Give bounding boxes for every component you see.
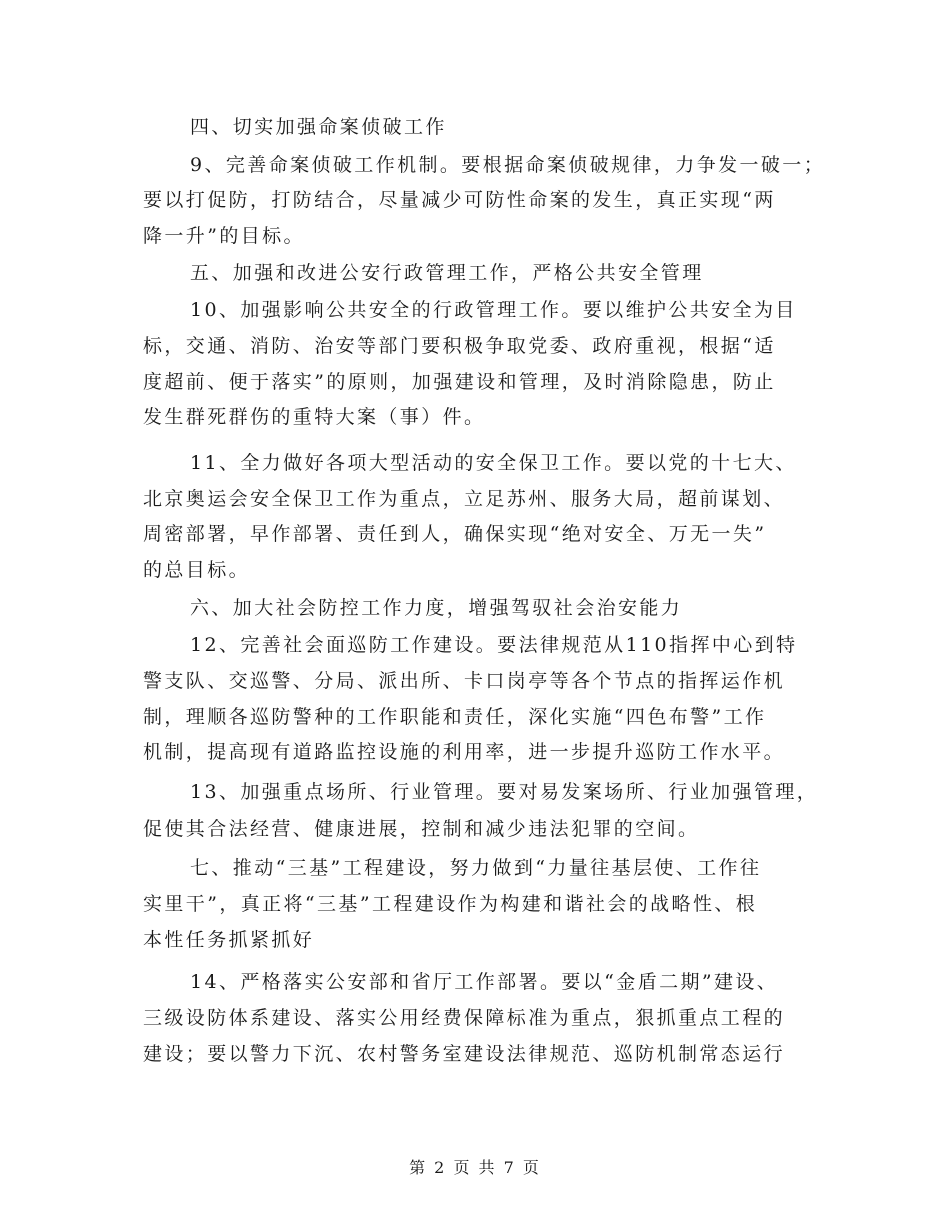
paragraph-13-line-1: 13、加强重点场所、行业管理。要对易发案场所、行业加强管理， xyxy=(190,781,819,803)
paragraph-11-line-3: 周密部署，早作部署、责任到人，确保实现“绝对安全、万无一失” xyxy=(143,523,767,545)
paragraph-10-line-4: 发生群死群伤的重特大案（事）件。 xyxy=(143,406,486,428)
paragraph-14-line-2: 三级设防体系建设、落实公用经费保障标准为重点，狠抓重点工程的 xyxy=(143,1007,786,1029)
paragraph-9-line-2: 要以打促防，打防结合，尽量减少可防性命案的发生，真正实现“两 xyxy=(143,189,776,211)
paragraph-14-line-3: 建设；要以警力下沉、农村警务室建设法律规范、巡防机制常态运行 xyxy=(143,1043,786,1065)
paragraph-12-line-3: 制，理顺各巡防警种的工作职能和责任，深化实施“四色布警”工作 xyxy=(143,706,767,728)
heading-section-4: 四、切实加强命案侦破工作 xyxy=(190,116,447,138)
paragraph-11-line-2: 北京奥运会安全保卫工作为重点，立足苏州、服务大局，超前谋划、 xyxy=(143,488,786,510)
paragraph-10-line-3: 度超前、便于落实”的原则，加强建设和管理，及时消除隐患，防止 xyxy=(143,371,776,393)
paragraph-9-line-3: 降一升”的目标。 xyxy=(143,225,305,247)
heading-section-7-line-3: 本性任务抓紧抓好 xyxy=(143,929,315,951)
heading-section-6: 六、加大社会防控工作力度，增强驾驭社会治安能力 xyxy=(190,597,683,619)
paragraph-9-line-1: 9、完善命案侦破工作机制。要根据命案侦破规律，力争发一破一； xyxy=(190,154,826,176)
heading-section-5: 五、加强和改进公安行政管理工作，严格公共安全管理 xyxy=(190,262,704,284)
paragraph-12-line-2: 警支队、交巡警、分局、派出所、卡口岗亭等各个节点的指挥运作机 xyxy=(143,670,786,692)
paragraph-10-line-1: 10、加强影响公共安全的行政管理工作。要以维护公共安全为目 xyxy=(190,299,797,321)
paragraph-12-line-4: 机制，提高现有道路监控设施的利用率，进一步提升巡防工作水平。 xyxy=(143,741,786,763)
paragraph-14-line-1: 14、严格落实公安部和省厅工作部署。要以“金盾二期”建设、 xyxy=(190,971,779,993)
paragraph-13-line-2: 促使其合法经营、健康进展，控制和减少违法犯罪的空间。 xyxy=(143,818,700,840)
paragraph-11-line-1: 11、全力做好各项大型活动的安全保卫工作。要以党的十七大、 xyxy=(190,452,797,474)
paragraph-11-line-4: 的总目标。 xyxy=(143,559,251,581)
heading-section-7-line-1: 七、推动“三基”工程建设，努力做到“力量往基层使、工作往 xyxy=(190,857,762,879)
paragraph-10-line-2: 标，交通、消防、治安等部门要积极争取党委、政府重视，根据“适 xyxy=(143,335,776,357)
page-number-footer: 第 2 页 共 7 页 xyxy=(409,1158,541,1177)
paragraph-12-line-1: 12、完善社会面巡防工作建设。要法律规范从110指挥中心到特 xyxy=(190,634,798,656)
heading-section-7-line-2: 实里干”，真正将“三基”工程建设作为构建和谐社会的战略性、根 xyxy=(143,893,758,915)
